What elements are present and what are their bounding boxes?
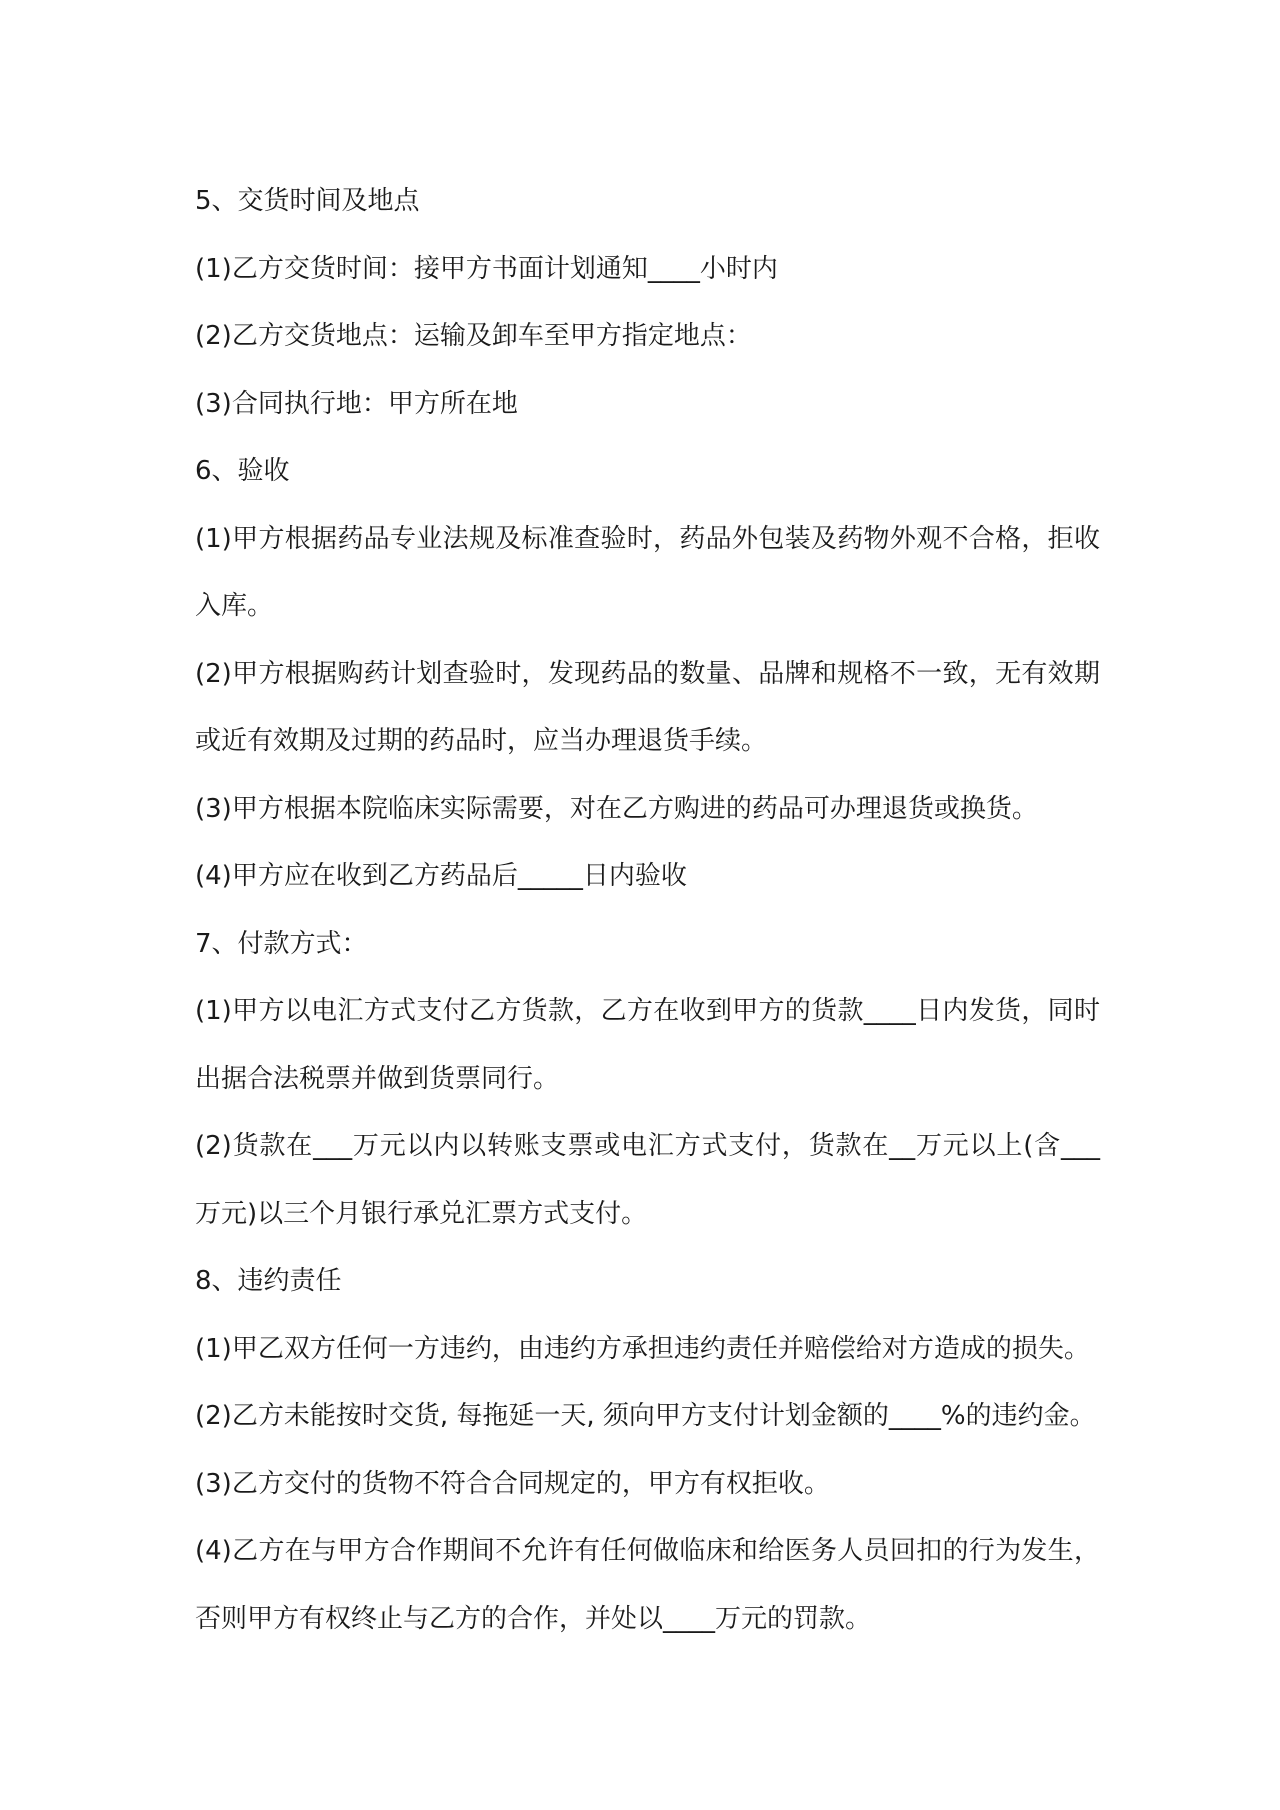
paragraph-line: (4)乙方在与甲方合作期间不允许有任何做临床和给医务人员回扣的行为发生， (195, 1536, 1100, 1566)
paragraph-line: (2)乙方交货地点：运输及卸车至甲方指定地点： (195, 321, 752, 351)
paragraph-line: (2)货款在___万元以内以转账支票或电汇方式支付，货款在__万元以上(含___ (195, 1131, 1100, 1161)
section-heading-liability: 8、违约责任 (195, 1266, 342, 1296)
section-heading-acceptance: 6、验收 (195, 456, 290, 486)
paragraph-line: 入库。 (195, 591, 274, 621)
paragraph-line: (1)乙方交货时间：接甲方书面计划通知____小时内 (195, 253, 778, 284)
paragraph-line: (2)乙方未能按时交货, 每拖延一天, 须向甲方支付计划金额的____%的违约金。 (195, 1401, 1096, 1431)
section-heading-payment: 7、付款方式： (195, 928, 368, 959)
section-heading-delivery: 5、交货时间及地点 (195, 186, 420, 216)
paragraph-line: (1)甲乙双方任何一方违约，由违约方承担违约责任并赔偿给对方造成的损失。 (195, 1333, 1090, 1364)
paragraph-line: (2)甲方根据购药计划查验时，发现药品的数量、品牌和规格不一致，无有效期 (195, 658, 1100, 689)
paragraph-line: 或近有效期及过期的药品时，应当办理退货手续。 (195, 726, 768, 756)
document-body (195, 168, 1100, 1653)
paragraph-line: 否则甲方有权终止与乙方的合作，并处以____万元的罚款。 (195, 1603, 872, 1634)
paragraph-line: (1)甲方以电汇方式支付乙方货款，乙方在收到甲方的货款____日内发货，同时 (195, 996, 1100, 1026)
paragraph-line: (3)甲方根据本院临床实际需要，对在乙方购进的药品可办理退货或换货。 (195, 793, 1038, 824)
paragraph-line: 万元)以三个月银行承兑汇票方式支付。 (195, 1198, 648, 1229)
paragraph-line: (3)合同执行地：甲方所在地 (195, 388, 518, 419)
paragraph-line: 出据合法税票并做到货票同行。 (195, 1063, 560, 1094)
paragraph-line: (4)甲方应在收到乙方药品后_____日内验收 (195, 861, 687, 891)
paragraph-line: (3)乙方交付的货物不符合合同规定的，甲方有权拒收。 (195, 1468, 830, 1499)
paragraph-line: (1)甲方根据药品专业法规及标准查验时，药品外包装及药物外观不合格，拒收 (195, 523, 1100, 554)
